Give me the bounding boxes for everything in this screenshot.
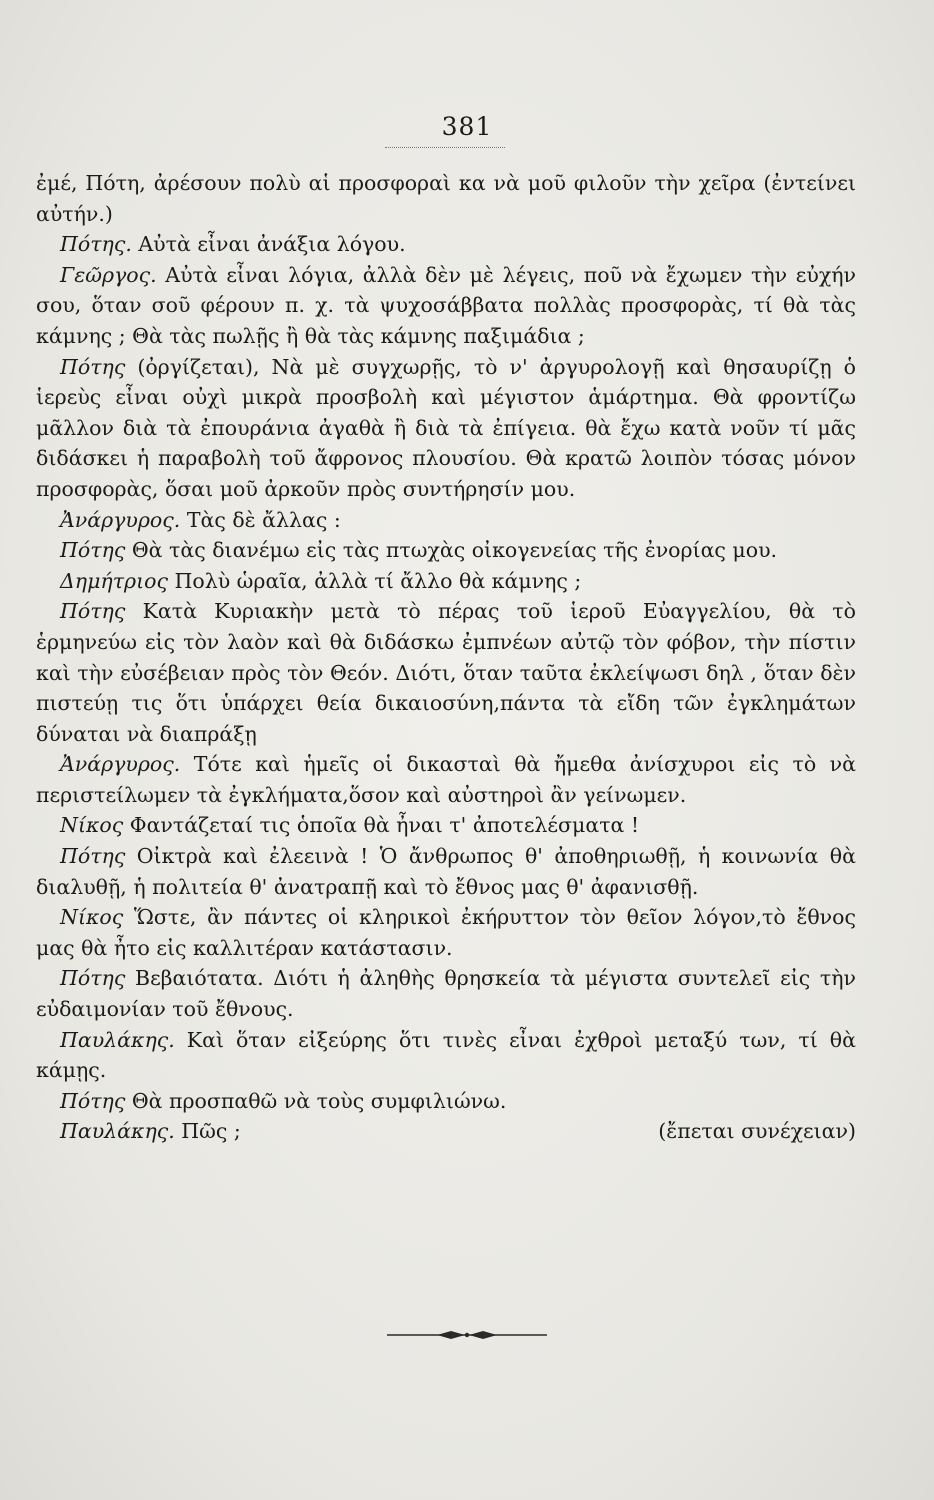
paragraph-text: Αὐτὰ εἶναι λόγια, ἀλλὰ δὲν μὲ λέγεις, ποῦ νὰ ἔχωμεν τὴν εὐχήν σου, ὅταν σοῦ φέρουν π. χ. τὰ ψυχοσάββατα πολλὰς προσφορὰς, τί θὰ τὰς κάμνης ; Θὰ τὰς πωλῇς ἢ θὰ τὰς κάμνης παξιμάδια ;	[36, 262, 856, 348]
speaker-name: Νίκος	[60, 813, 124, 838]
speaker-name: Πότης	[60, 966, 126, 991]
dialogue-paragraph	[36, 841, 856, 902]
dialogue-paragraph	[36, 1025, 856, 1086]
paragraph-text: Καὶ ὅταν εἰξεύρης ὅτι τινὲς εἶναι ἐχθροὶ μεταξύ των, τί θὰ κάμῃς.	[36, 1027, 856, 1083]
paragraph-text: Πῶς ;	[181, 1119, 241, 1144]
end-ornament	[0, 1328, 934, 1342]
closing-line	[36, 1116, 856, 1147]
speaker-name: Δημήτριος	[60, 568, 168, 593]
paragraph-text: Τὰς δὲ ἄλλας :	[186, 507, 341, 532]
speaker-name: Πότης	[60, 599, 126, 624]
speaker-name: Πότης	[60, 538, 126, 563]
dialogue-paragraph	[36, 352, 856, 505]
dialogue-paragraph	[36, 963, 856, 1024]
speaker-name: Πότης	[60, 354, 126, 379]
paragraph-text: Αὐτὰ εἶναι ἀνάξια λόγου.	[138, 232, 406, 257]
paragraph-text: Βεβαιότατα. Διότι ἡ ἀληθὴς θρησκεία τὰ μέγιστα συντελεῖ εἰς τὴν εὐδαιμονίαν τοῦ ἔθνους.	[36, 966, 856, 1022]
speaker-name: Ἀνάργυρος.	[60, 507, 181, 532]
speaker-name: Γεῶργος.	[60, 262, 157, 287]
speaker-name: Ἀνάργυρος.	[60, 752, 181, 777]
paragraph-text: ἐμέ, Πότη, ἀρέσουν πολὺ αἱ προσφοραὶ κα νὰ μοῦ φιλοῦν τὴν χεῖρα (ἐντείνει αὐτήν.)	[36, 171, 856, 226]
paragraph-text: (ὀργίζεται), Νὰ μὲ συγχωρῇς, τὸ ν' ἀργυρολογῇ καὶ θησαυρίζῃ ὁ ἱερεὺς εἶναι οὐχὶ μικρὰ προσβολὴ καὶ μέγιστον ἁμάρτημα. Θὰ φροντίζω μᾶλλον διὰ τὰ ἐπουράνια ἀγαθὰ ἢ διὰ τὰ ἐπίγεια. θὰ ἔχω κατὰ νοῦν τί μᾶς διδάσκει ἡ παραβολὴ τοῦ ἄφρονος πλουσίου. Θὰ κρατῶ λοιπὸν τόσας μόνον προσφορὰς, ὅσαι μοῦ ἀρκοῦν πρὸς συντήρησίν μου.	[36, 354, 856, 501]
dialogue-paragraph	[36, 229, 856, 260]
dialogue-paragraph	[36, 260, 856, 352]
dialogue-paragraph	[36, 535, 856, 566]
speaker-name: Πότης	[60, 1088, 126, 1113]
dialogue-paragraph	[36, 902, 856, 963]
closing-dialogue	[60, 1116, 241, 1147]
paragraph-text: Τότε καὶ ἡμεῖς οἱ δικασταὶ θὰ ἤμεθα ἀνίσχυροι εἰς τὸ νὰ περιστείλωμεν τὰ ἐγκλήματα,ὅσον καὶ αὐστηροὶ ἂν γείνωμεν.	[36, 752, 856, 807]
dialogue-paragraph	[36, 168, 856, 229]
dialogue-paragraph	[36, 810, 856, 841]
speaker-name: Νίκος	[60, 905, 124, 930]
continuation-note: (ἔπεται συνέχειαν)	[658, 1119, 856, 1144]
dialogue-paragraph	[36, 749, 856, 810]
paragraph-text: Κατὰ Κυριακὴν μετὰ τὸ πέρας τοῦ ἱεροῦ Εὐαγγελίου, θὰ τὸ ἑρμηνεύω εἰς τὸν λαὸν καὶ θὰ διδάσκω ἐμπνέων αὐτῷ τὸν φόβον, τὴν πίστιν καὶ τὴν εὐσέβειαν πρὸς τὸν Θεόν. Διότι, ὅταν ταῦτα ἐκλείψωσι δηλ , ὅταν δὲν πιστεύῃ τις ὅτι ὑπάρχει θεία δικαιοσύνη,πάντα τὰ εἴδη τῶν ἐγκλημάτων δύναται νὰ διαπράξῃ	[36, 599, 856, 746]
dialogue-paragraph	[36, 505, 856, 536]
paragraph-text: Ὥστε, ἂν πάντες οἱ κληρικοὶ ἐκήρυττον τὸν θεῖον λόγον,τὸ ἔθνος μας θὰ ἦτο εἰς καλλιτέραν κατάστασιν.	[36, 905, 856, 960]
dialogue-paragraph	[36, 596, 856, 749]
paragraph-text: Πολὺ ὡραῖα, ἀλλὰ τί ἄλλο θὰ κάμνης ;	[174, 568, 582, 593]
paragraph-text: Οἰκτρὰ καὶ ἐλεεινὰ ! Ὁ ἄνθρωπος θ' ἀποθηριωθῇ, ἡ κοινωνία θὰ διαλυθῇ, ἡ πολιτεία θ' ἀνατραπῇ καὶ τὸ ἔθνος μας θ' ἀφανισθῇ.	[36, 844, 856, 899]
speaker-name: Πότης.	[60, 232, 132, 257]
ornament-rule-icon	[387, 1328, 547, 1342]
paragraph-text: Φαντάζεταί τις ὁποῖα θὰ ἦναι τ' ἀποτελέσματα !	[129, 813, 640, 838]
paragraph-text: Θὰ προσπαθῶ νὰ τοὺς συμφιλιώνω.	[131, 1088, 507, 1113]
paragraph-text: Θὰ τὰς διανέμω εἰς τὰς πτωχὰς οἰκογενείας τῆς ἐνορίας μου.	[131, 538, 778, 563]
page-number: 381	[441, 112, 493, 141]
speaker-name: Παυλάκης.	[60, 1027, 175, 1052]
dialogue-paragraph	[36, 1086, 856, 1117]
speaker-name: Παυλάκης.	[60, 1119, 175, 1144]
dialogue-text	[36, 168, 856, 1147]
page-number-rule	[385, 147, 505, 148]
dialogue-paragraph	[36, 566, 856, 597]
speaker-name: Πότης	[60, 844, 126, 869]
